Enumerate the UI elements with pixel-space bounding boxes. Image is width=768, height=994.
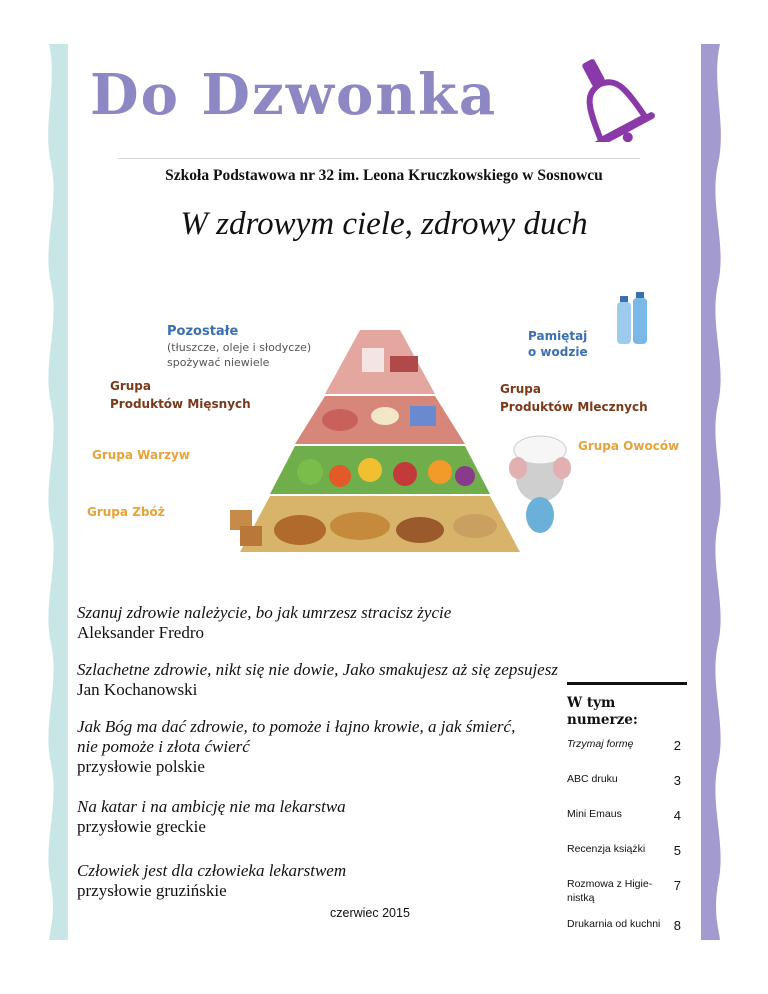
- toc-item-page: 5: [673, 843, 681, 858]
- pyramid-label-meat: Grupa: [110, 379, 151, 393]
- school-bell-icon: [556, 50, 666, 142]
- pyramid-label-water-2: o wodzie: [528, 345, 588, 359]
- pyramid-label-other: Pozostałe: [167, 324, 239, 339]
- toc-item-label: Rozmowa z Higie-nistką: [567, 878, 653, 904]
- pyramid-label-dairy-2: Produktów Mlecznych: [500, 400, 648, 414]
- toc-item-page: 2: [673, 738, 681, 753]
- quote-text: Człowiek jest dla człowieka lekarstwem: [77, 861, 347, 880]
- quote-text: Szanuj zdrowie należycie, bo jak umrzesz stracisz życie: [77, 603, 452, 622]
- quote: [77, 603, 557, 643]
- pyramid-label-other-detail: (tłuszcze, oleje i słodycze): [167, 341, 312, 354]
- toc-item-label: Recenzja książki: [567, 843, 646, 855]
- quote-author: przysłowie polskie: [77, 757, 205, 776]
- quote-text: Jak Bóg ma dać zdrowie, to pomoże i łajno krowie, a jak śmierć,: [77, 717, 516, 736]
- masthead-title: Do Dzwonka: [90, 62, 498, 128]
- quote-author: Aleksander Fredro: [77, 623, 204, 642]
- toc-title: W tym numerze:: [567, 695, 638, 728]
- quote-author: Jan Kochanowski: [77, 680, 198, 699]
- quote: [77, 861, 557, 901]
- pyramid-label-dairy: Grupa: [500, 382, 541, 396]
- pyramid-label-vegetables: Grupa Warzyw: [92, 448, 190, 462]
- pyramid-label-meat-2: Produktów Mięsnych: [110, 397, 251, 411]
- toc-item-page: 4: [673, 808, 681, 823]
- quotes-section: [77, 603, 557, 921]
- toc-item[interactable]: [567, 917, 687, 931]
- quote: [77, 660, 557, 700]
- toc-item-page: 3: [673, 773, 681, 788]
- quote-text: Na katar i na ambicję nie ma lekarstwa: [77, 797, 346, 816]
- quote-text: nie pomoże i złota ćwierć: [77, 737, 250, 756]
- masthead-divider: [118, 158, 640, 159]
- toc-item-label: Drukarnia od kuchni: [567, 918, 661, 930]
- food-pyramid-illustration: [70, 290, 700, 560]
- toc-item-page: 7: [673, 878, 681, 893]
- issue-date: czerwiec 2015: [330, 906, 410, 920]
- toc-item-label: Mini Emaus: [567, 808, 622, 820]
- toc-item[interactable]: [567, 842, 687, 856]
- school-name: Szkoła Podstawowa nr 32 im. Leona Kruczkowskiego w Sosnowcu: [165, 167, 603, 184]
- pyramid-label-water: Pamiętaj: [528, 329, 588, 343]
- toc-item-label: Trzymaj formę: [567, 738, 634, 750]
- pyramid-label-fruit: Grupa Owoców: [578, 439, 680, 453]
- toc-item[interactable]: [567, 877, 687, 905]
- toc-item-label: ABC druku: [567, 773, 618, 785]
- quote-author: przysłowie gruzińskie: [77, 881, 227, 900]
- pyramid-label-other-advice: spożywać niewiele: [167, 356, 270, 369]
- toc-item[interactable]: [567, 807, 687, 821]
- table-of-contents: [567, 682, 687, 931]
- quote: [77, 717, 557, 777]
- toc-item-page: 8: [673, 918, 681, 933]
- quote-author: przysłowie greckie: [77, 817, 206, 836]
- toc-item[interactable]: [567, 772, 687, 786]
- issue-headline: W zdrowym ciele, zdrowy duch: [180, 206, 588, 242]
- quote: [77, 797, 557, 837]
- toc-rule: [567, 682, 687, 685]
- pyramid-label-grains: Grupa Zbóż: [87, 505, 165, 519]
- quote-text: Szlachetne zdrowie, nikt się nie dowie, Jako smakujesz aż się zepsujesz: [77, 660, 558, 679]
- toc-item[interactable]: [567, 737, 687, 751]
